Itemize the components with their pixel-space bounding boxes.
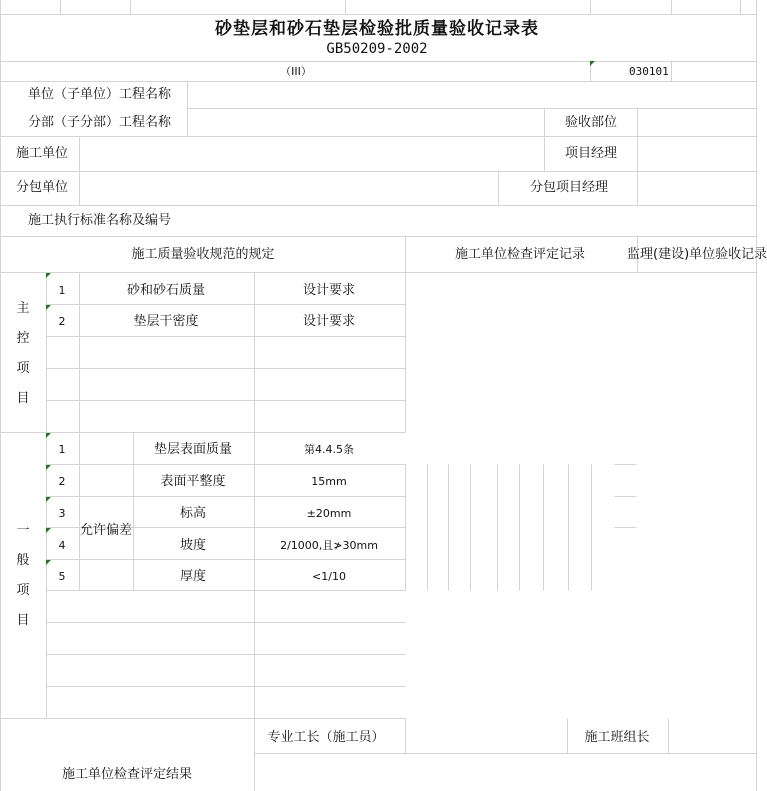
section-number: （III） [280, 65, 312, 78]
general-item-2-no: 2 [58, 475, 66, 488]
row-number-marker [46, 305, 51, 310]
project-manager-label: 项目经理 [565, 146, 618, 161]
form-code: 030101 [629, 65, 669, 78]
main-control-char-4: 目 [16, 391, 30, 406]
construction-unit-label: 施工单位 [16, 146, 69, 161]
standard-code: GB50209-2002 [326, 41, 428, 57]
general-item-4-no: 4 [58, 539, 66, 552]
main-control-char-3: 项 [16, 361, 30, 376]
general-item-3-req: ±20mm [306, 507, 352, 520]
row-number-marker [46, 560, 51, 565]
spec-column-header: 施工质量验收规范的规定 [131, 247, 275, 262]
general-item-1-req: 第4.4.5条 [304, 443, 354, 456]
form-title: 砂垫层和砂石垫层检验批质量验收记录表 [215, 19, 539, 39]
general-item-5-no: 5 [58, 570, 66, 583]
general-item-2-name: 表面平整度 [160, 474, 226, 489]
main-control-char-1: 主 [16, 301, 30, 316]
code-cell-marker [590, 61, 595, 66]
supervision-header-cell [627, 240, 767, 272]
general-item-2-req: 15mm [311, 475, 347, 488]
row-number-marker [46, 497, 51, 502]
team-leader-label: 施工班组长 [584, 730, 650, 745]
main-control-char-2: 控 [16, 331, 30, 346]
tolerance-label: 允许偏差 [79, 523, 133, 538]
row-number-marker [46, 273, 51, 278]
standard-name-label: 施工执行标准名称及编号 [28, 213, 172, 228]
main-item-1-name: 砂和砂石质量 [126, 283, 206, 298]
general-char-1: 一 [16, 523, 30, 538]
general-char-4: 目 [16, 613, 30, 628]
result-label: 施工单位检查评定结果 [61, 767, 193, 782]
general-item-3-name: 标高 [179, 506, 207, 521]
acceptance-part-label: 验收部位 [565, 115, 618, 130]
supervision-column-header: 监理(建设)单位验收记录 [627, 247, 767, 262]
main-item-2-name: 垫层干密度 [133, 314, 199, 329]
general-item-4-name: 坡度 [179, 538, 207, 553]
unit-project-label: 单位（子单位）工程名称 [28, 87, 172, 102]
row-number-marker [46, 465, 51, 470]
general-item-5-req: <1/10 [312, 570, 346, 583]
general-item-1-no: 1 [58, 443, 66, 456]
general-item-4-req: 2/1000,且≯30mm [280, 539, 378, 552]
main-item-1-no: 1 [58, 284, 66, 297]
general-char-2: 般 [16, 553, 30, 568]
general-item-1-name: 垫层表面质量 [153, 442, 233, 457]
subcontract-unit-label: 分包单位 [16, 180, 69, 195]
general-item-5-name: 厚度 [179, 569, 207, 584]
subcontract-manager-label: 分包项目经理 [530, 180, 609, 195]
sub-project-label: 分部（子分部）工程名称 [28, 115, 172, 130]
general-char-3: 项 [16, 583, 30, 598]
row-number-marker [46, 433, 51, 438]
general-item-3-no: 3 [58, 507, 66, 520]
foreman-label: 专业工长（施工员） [267, 730, 385, 745]
row-number-marker [46, 528, 51, 533]
main-item-2-no: 2 [58, 315, 66, 328]
main-item-2-req: 设计要求 [302, 314, 356, 329]
main-item-1-req: 设计要求 [302, 283, 356, 298]
self-check-column-header: 施工单位检查评定记录 [454, 247, 586, 262]
